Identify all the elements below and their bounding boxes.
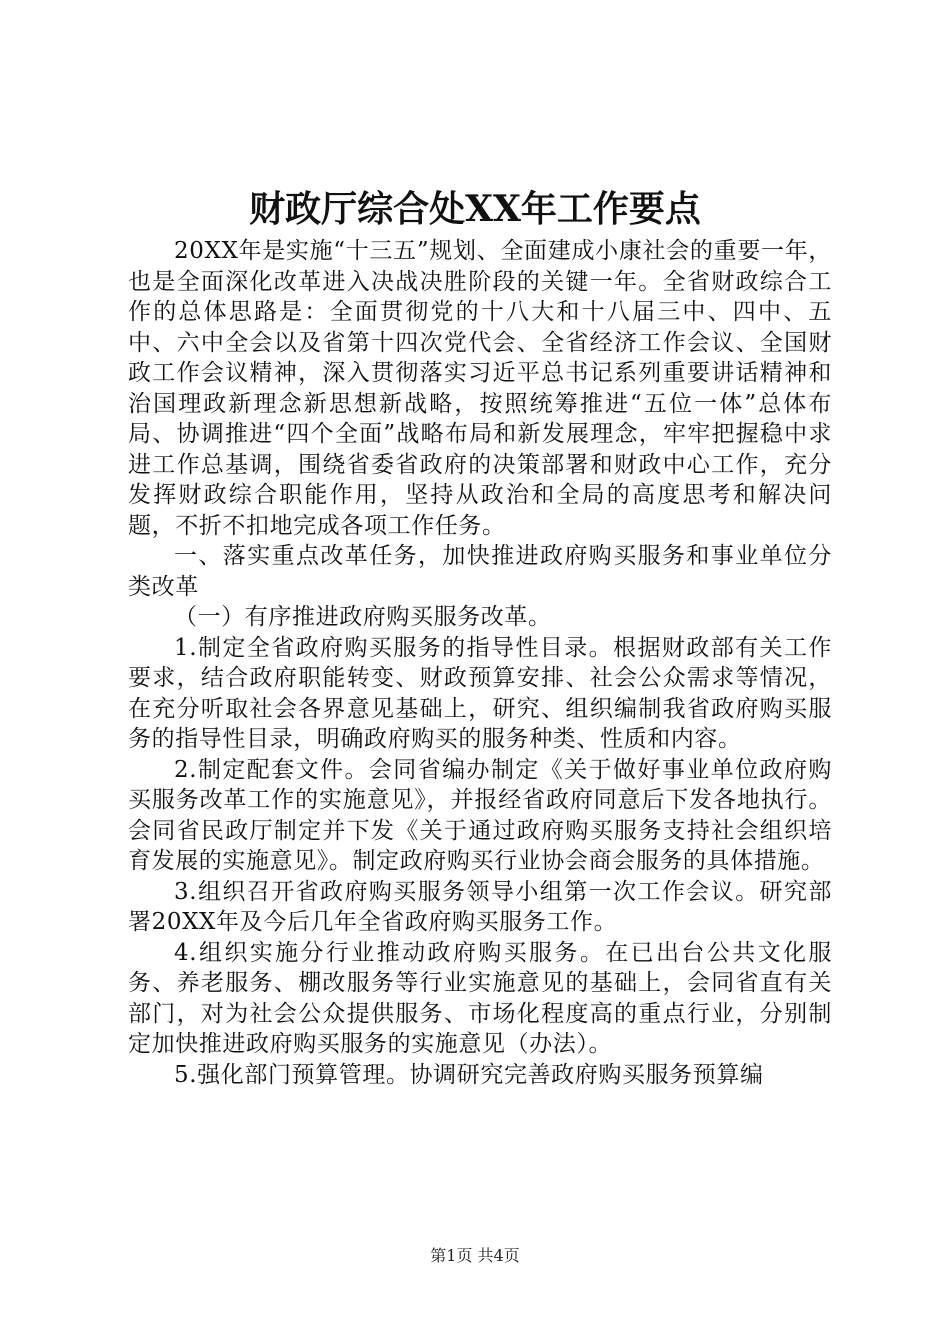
page-number-footer: 第1页 共4页	[430, 1246, 520, 1265]
paragraph-item-3: 3.组织召开省政府购买服务领导小组第一次工作会议。研究部署20XX年及今后几年全省政府购买服务工作。	[128, 878, 832, 935]
paragraph-item-2: 2.制定配套文件。会同省编办制定《关于做好事业单位政府购买服务改革工作的实施意见》，并报经省政府同意后下发各地执行。会同省民政厅制定并下发《关于通过政府购买服务支持社会组织培育发展的实施意见》。制定政府购买行业协会商会服务的具体措施。	[128, 756, 832, 874]
section-heading-1: 一、落实重点改革任务，加快推进政府购买服务和事业单位分类改革	[128, 543, 832, 600]
paragraph-item-4: 4.组织实施分行业推动政府购买服务。在已出台公共文化服务、养老服务、棚改服务等行业实施意见的基础上，会同省直有关部门，对为社会公众提供服务、市场化程度高的重点行业，分别制定加快推进政府购买服务的实施意见（办法）。	[128, 939, 832, 1057]
document-body	[128, 236, 832, 1090]
paragraph-intro: 20XX年是实施“十三五”规划、全面建成小康社会的重要一年，也是全面深化改革进入决战决胜阶段的关键一年。全省财政综合工作的总体思路是：全面贯彻党的十八大和十八届三中、四中、五中、六中全会以及省第十四次党代会、全省经济工作会议、全国财政工作会议精神，深入贯彻落实习近平总书记系列重要讲话精神和治国理政新理念新思想新战略，按照统筹推进“五位一体”总体布局、协调推进“四个全面”战略布局和新发展理念，牢牢把握稳中求进工作总基调，围绕省委省政府的决策部署和财政中心工作，充分发挥财政综合职能作用，坚持从政治和全局的高度思考和解决问题，不折不扣地完成各项工作任务。	[128, 238, 832, 539]
paragraph-item-5: 5.强化部门预算管理。协调研究完善政府购买服务预算编	[174, 1061, 764, 1088]
subsection-heading-1: （一）有序推进政府购买服务改革。	[174, 604, 552, 630]
document-title: 财政厅综合处XX年工作要点	[249, 188, 701, 230]
paragraph-item-1: 1.制定全省政府购买服务的指导性目录。根据财政部有关工作要求，结合政府职能转变、财政预算安排、社会公众需求等情况，在充分听取社会各界意见基础上，研究、组织编制我省政府购买服务的指导性目录，明确政府购买的服务种类、性质和内容。	[128, 634, 832, 752]
